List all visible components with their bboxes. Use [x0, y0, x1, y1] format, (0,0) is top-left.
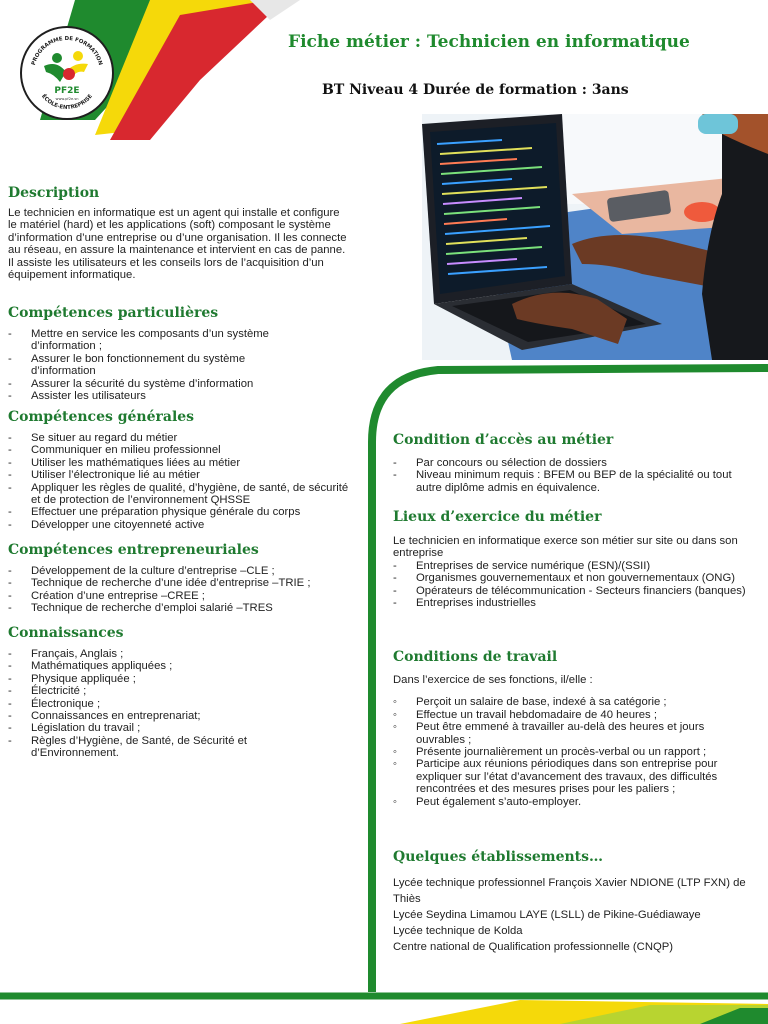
list-item: - Niveau minimum requis : BFEM ou BEP de la spécialité ou tout autre diplôme admis en équivalence.: [393, 469, 738, 494]
section-condition-acces: [393, 432, 763, 494]
page-subtitle: BT Niveau 4 Durée de formation : 3ans: [322, 82, 629, 98]
section-conditions-travail: [393, 649, 763, 808]
list-item: - Entreprises de service numérique (ESN)/(SSII): [393, 560, 753, 572]
list-item: - Technique de recherche d’une idée d’entreprise –TRIE ;: [8, 577, 350, 589]
list-item: - Législation du travail ;: [8, 722, 298, 734]
section-lieux-exercice: [393, 509, 763, 609]
list-item: - Création d’une entreprise –CREE ;: [8, 590, 350, 602]
lieux-exercice-heading: Lieux d’exercice du métier: [393, 509, 602, 525]
etablissements-heading: Quelques établissements…: [393, 849, 604, 865]
list-item: - Par concours ou sélection de dossiers: [393, 457, 738, 469]
list-item: - Appliquer les règles de qualité, d’hygiène, de santé, de sécurité et de protection de l’environnement QHSSE: [8, 482, 350, 507]
competences-generales-heading: Compétences générales: [8, 409, 195, 425]
list-item: - Entreprises industrielles: [393, 597, 753, 609]
page-title: Fiche métier : Technicien en informatique: [288, 32, 690, 52]
lieux-exercice-intro: Le technicien en informatique exerce son métier sur site ou dans son entreprise: [393, 535, 738, 560]
competences-particulieres-heading: Compétences particulières: [8, 305, 219, 321]
description-heading: Description: [8, 185, 100, 201]
svg-text:ÉCOLE-ENTREPRISE: ÉCOLE-ENTREPRISE: [40, 93, 94, 112]
svg-text:www.pf2e.sn: www.pf2e.sn: [55, 97, 79, 101]
conditions-travail-intro: Dans l’exercice de ses fonctions, il/elle :: [393, 674, 593, 686]
list-item: - Mettre en service les composants d’un système d’information ;: [8, 328, 308, 353]
list-item: - Développer une citoyenneté active: [8, 519, 350, 531]
list-item: - Mathématiques appliquées ;: [8, 660, 298, 672]
etablissement-item: Centre national de Qualification professionnelle (CNQP): [393, 941, 674, 953]
list-item: - Électronique ;: [8, 698, 298, 710]
svg-text:PF2E: PF2E: [54, 86, 80, 96]
section-etablissements: [393, 849, 763, 955]
list-item: - Assister les utilisateurs: [8, 390, 308, 402]
list-item: - Communiquer en milieu professionnel: [8, 444, 350, 456]
list-item: - Règles d’Hygiène, de Santé, de Sécurité et d’Environnement.: [8, 735, 298, 760]
list-item: - Technique de recherche d’emploi salarié –TRES: [8, 602, 350, 614]
section-competences-generales: [8, 409, 350, 531]
conditions-travail-heading: Conditions de travail: [393, 649, 558, 665]
etablissement-item: Lycée technique de Kolda: [393, 925, 523, 937]
list-item: ◦ Présente journalièrement un procès-verbal ou un rapport ;: [393, 746, 738, 758]
list-item: - Développement de la culture d’entreprise –CLE ;: [8, 565, 350, 577]
section-competences-particulieres: [8, 305, 350, 402]
list-item: - Effectuer une préparation physique générale du corps: [8, 506, 350, 518]
section-competences-entrepreneuriales: [8, 542, 350, 615]
list-item: ◦ Participe aux réunions périodiques dans son entreprise pour expliquer sur l’état d’avancement des travaux, des difficultés rencontrées et des mesures prises pour les paliers ;: [393, 758, 738, 795]
list-item: ◦ Peut également s’auto-employer.: [393, 796, 738, 808]
etablissement-item: Lycée technique professionnel François Xavier NDIONE (LTP FXN) de Thiès: [393, 877, 746, 905]
svg-text:PROGRAMME DE FORMATION: PROGRAMME DE FORMATION: [30, 35, 104, 67]
description-text: Le technicien en informatique est un agent qui installe et configure le matériel (hard) et les applications (soft) composant le système d’information d’une entreprise ou d’une organisation. Il les connecte au réseau, en assure la maintenance et intervient en cas de panne. Il assiste les utilisateurs et les conseils lors de l’acquisition d’un équipement informatique.: [8, 207, 347, 282]
list-item: - Opérateurs de télécommunication - Secteurs financiers (banques): [393, 585, 753, 597]
list-item: - Utiliser les mathématiques liées au métier: [8, 457, 350, 469]
list-item: - Se situer au regard du métier: [8, 432, 350, 444]
etablissement-item: Lycée Seydina Limamou LAYE (LSLL) de Pikine-Guédiawaye: [393, 909, 701, 921]
list-item: - Physique appliquée ;: [8, 673, 298, 685]
list-item: - Connaissances en entreprenariat;: [8, 710, 298, 722]
list-item: - Assurer le bon fonctionnement du système d’information: [8, 353, 308, 378]
list-item: - Électricité ;: [8, 685, 298, 697]
condition-acces-heading: Condition d’accès au métier: [393, 432, 614, 448]
list-item: ◦ Perçoit un salaire de base, indexé à sa catégorie ;: [393, 696, 738, 708]
list-item: ◦ Effectue un travail hebdomadaire de 40 heures ;: [393, 709, 738, 721]
section-description: [8, 185, 350, 281]
competences-entrepreneuriales-heading: Compétences entrepreneuriales: [8, 542, 259, 558]
section-connaissances: [8, 625, 350, 760]
connaissances-heading: Connaissances: [8, 625, 124, 641]
list-item: - Utiliser l’électronique lié au métier: [8, 469, 350, 481]
list-item: - Assurer la sécurité du système d’information: [8, 378, 308, 390]
list-item: - Français, Anglais ;: [8, 648, 298, 660]
list-item: - Organismes gouvernementaux et non gouvernementaux (ONG): [393, 572, 753, 584]
list-item: ◦ Peut être emmené à travailler au-delà des heures et jours ouvrables ;: [393, 721, 738, 746]
